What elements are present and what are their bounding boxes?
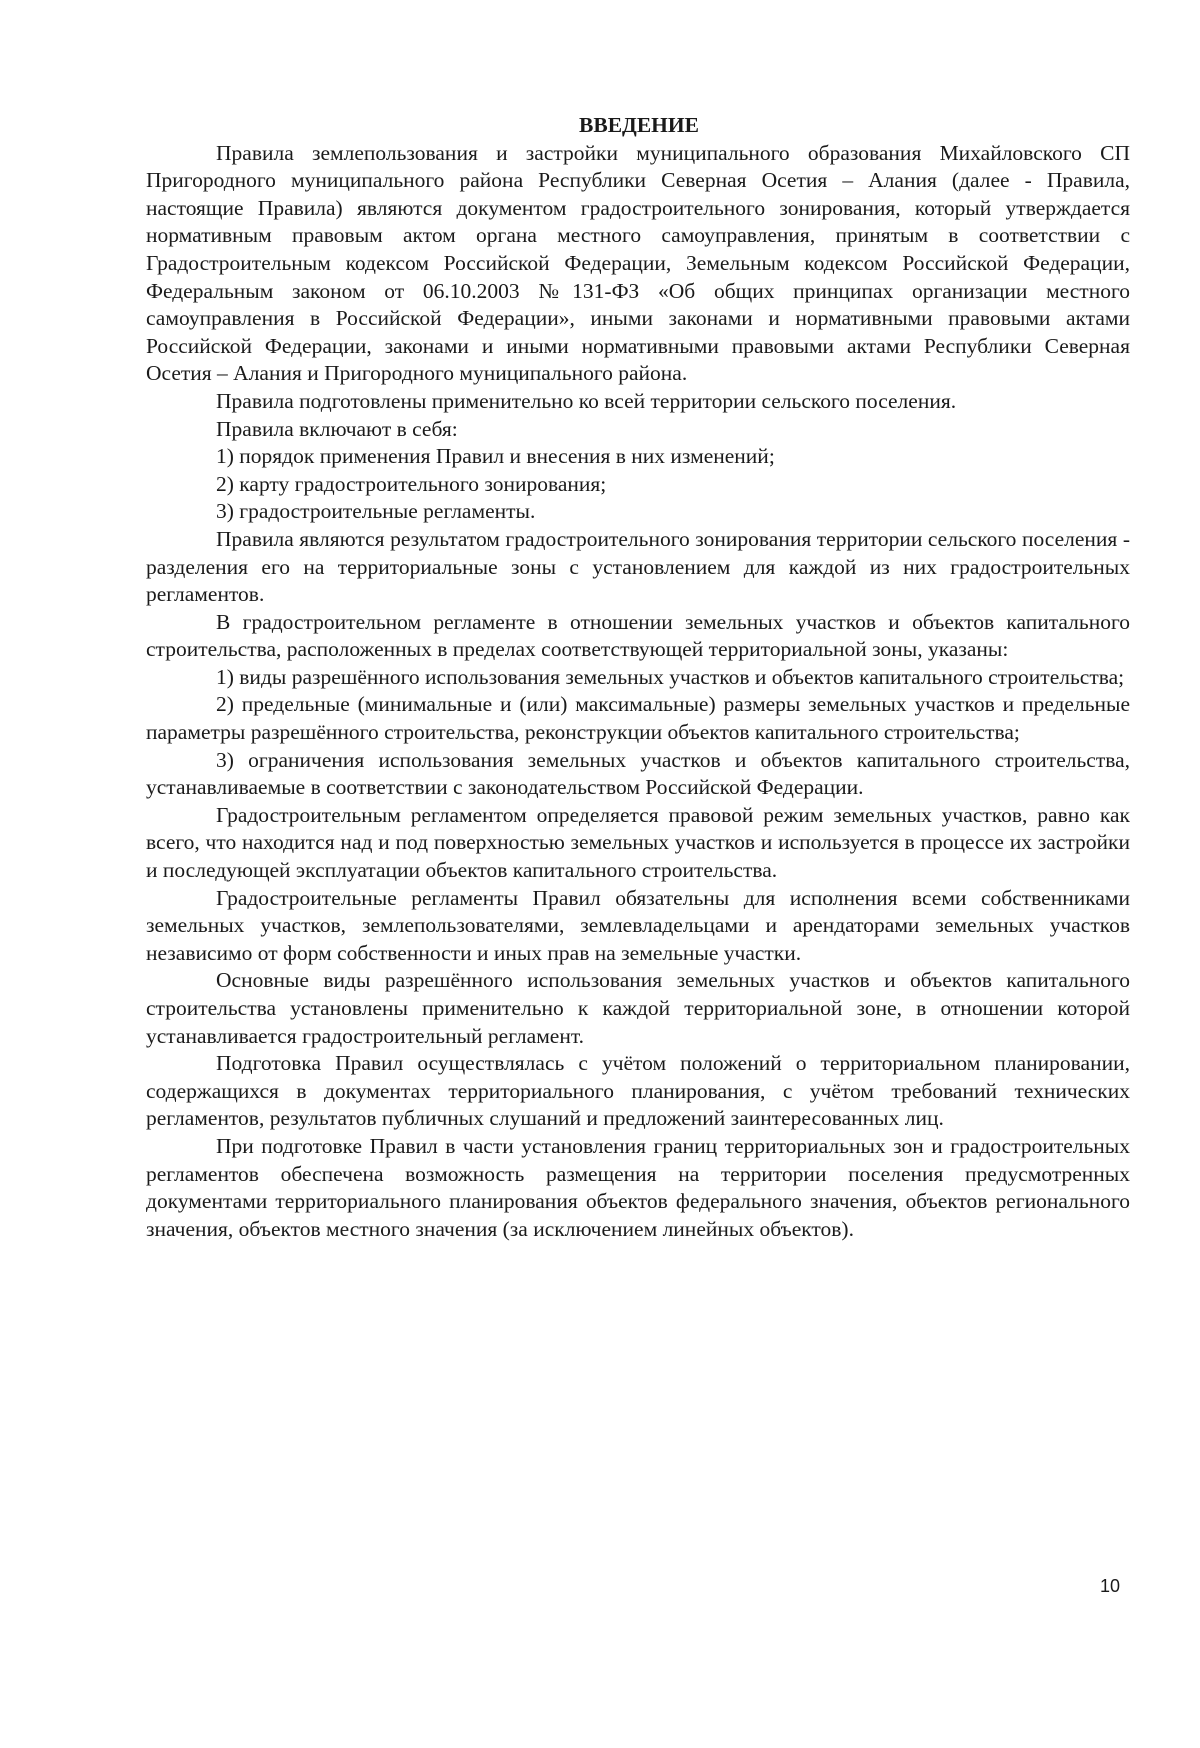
list-item-restrictions: 3) ограничения использования земельных участков и объектов капитального строительства, устанавливаемые в соответствии с законодательством Российской Федерации.	[146, 747, 1130, 800]
paragraph-mandatory: Градостроительные регламенты Правил обязательны для исполнения всеми собственниками земельных участков, землепользователями, землевладельцами и арендаторами земельных участков независимо от форм собственности и иных прав на земельные участки.	[146, 885, 1130, 965]
paragraph-legal-regime: Градостроительным регламентом определяется правовой режим земельных участков, равно как всего, что находится над и под поверхностью земельных участков и используется в процессе их застройки и последующей эксплуатации объектов капитального строительства.	[146, 802, 1130, 883]
document-body	[146, 112, 1130, 1243]
list-item-procedure: 1) порядок применения Правил и внесения в них изменений;	[216, 444, 775, 469]
paragraph-scope: Правила подготовлены применительно ко всей территории сельского поселения.	[216, 388, 957, 413]
list-item-limit-sizes: 2) предельные (минимальные и (или) максимальные) размеры земельных участков и предельные параметры разрешённого строительства, реконструкции объектов капитального строительства;	[146, 692, 1130, 745]
paragraph-boundaries: При подготовке Правил в части установления границ территориальных зон и градостроительных регламентов обеспечена возможность размещения на территории поселения предусмотренных документами территориального планирования объектов федерального значения, объектов регионального значения, объектов местного значения (за исключением линейных объектов).	[146, 1133, 1130, 1241]
paragraph-result: Правила являются результатом градостроительного зонирования территории сельского поселения - разделения его на территориальные зоны с установлением для каждой из них градостроительных регламентов.	[146, 526, 1130, 607]
paragraph-preparation: Подготовка Правил осуществлялась с учётом положений о территориальном планировании, содержащихся в документах территориального планирования, с учётом требований технических регламентов, результатов публичных слушаний и предложений заинтересованных лиц.	[146, 1051, 1130, 1131]
paragraph-main-uses: Основные виды разрешённого использования земельных участков и объектов капитального строительства установлены применительно к каждой территориальной зоне, в отношении которой устанавливается градостроительный регламент.	[146, 968, 1130, 1048]
paragraph-regulation-specifies: В градостроительном регламенте в отношении земельных участков и объектов капитального строительства, расположенных в пределах соответствующей территориальной зоны, указаны:	[146, 609, 1130, 662]
list-item-zoning-map: 2) карту градостроительного зонирования;	[216, 471, 607, 496]
page-title: ВВЕДЕНИЕ	[579, 113, 699, 137]
list-item-permitted-use: 1) виды разрешённого использования земельных участков и объектов капитального строительства;	[216, 664, 1125, 689]
paragraph-includes: Правила включают в себя:	[216, 416, 458, 441]
paragraph-intro: Правила землепользования и застройки муниципального образования Михайловского СП Пригородного муниципального района Республики Северная Осетия – Алания (далее - Правила, настоящие Правила) являются документом градостроительного зонирования, который утверждается нормативным правовым актом органа местного самоуправления, принятым в соответствии с Градостроительным кодексом Российской Федерации, Земельным кодексом Российской Федерации, Федеральным законом от 06.10.2003 №131-ФЗ «Об общих принципах организации местного самоуправления в Российской Федерации», иными законами и нормативными правовыми актами Российской Федерации, законами и иными нормативными правовыми актами Республики Северная Осетия – Алания и Пригородного муниципального района.	[146, 140, 1130, 386]
list-item-regulations: 3) градостроительные регламенты.	[216, 499, 536, 524]
page-number: 10	[1099, 1576, 1120, 1596]
